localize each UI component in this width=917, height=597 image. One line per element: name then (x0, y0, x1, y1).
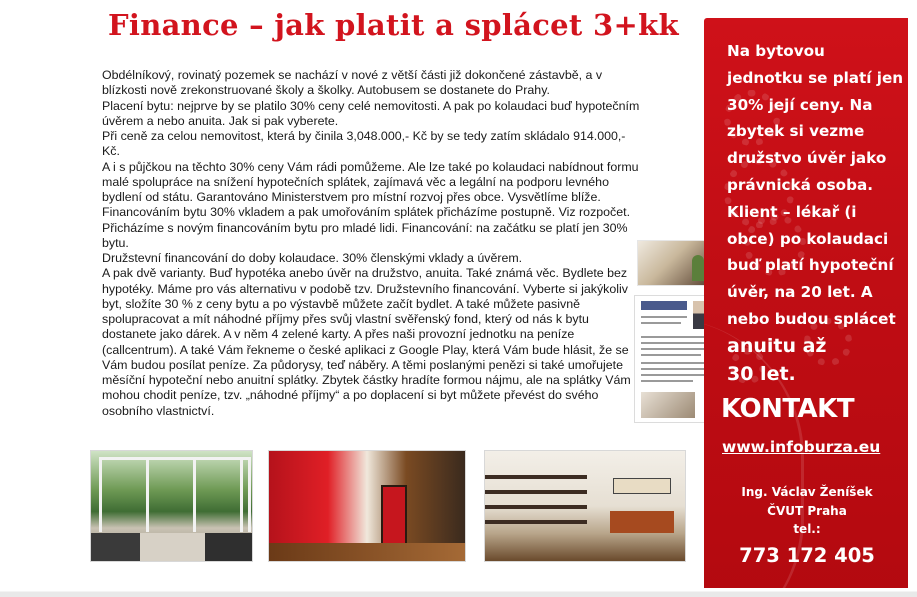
document-thumbnail-header (641, 301, 687, 310)
garden-room-photo (90, 450, 253, 562)
website-link[interactable]: www.infoburza.eu (722, 438, 881, 456)
contact-info (712, 483, 902, 539)
document-line (641, 316, 687, 318)
body-paragraph: Financováním bytu 30% vkladem a pak umořováním splátek přicházíme postupně. Viz rozpočet. Přicházíme s novým financováním bytu pro mladé lidi. Financování: na začátku se platí jen 30% bytu. (102, 205, 631, 250)
contact-heading: KONTAKT (721, 394, 855, 424)
document-line (641, 354, 701, 356)
document-line (641, 368, 707, 370)
phone-number: 773 172 405 (739, 544, 875, 567)
financing-promo-text (727, 38, 905, 388)
body-paragraph: Družstevní financování do doby kolaudace. 30% členskými vklady a úvěrem. (102, 251, 523, 265)
contact-school: ČVUT Praha (767, 503, 847, 518)
body-paragraph: A pak dvě varianty. Buď hypotéka anebo úvěr na družstvo, anuita. Také známá věc. Bydlete bez hypotéky. Máme pro vás alternativu v podobě tzv. Družstevního financování. Vyberte si jakýkoliv byt, složíte 30 % z ceny bytu a po výstavbě můžete začít bydlet. A také můžete pasivně spolupracovat a mít náhodné příjmy přes svůj vlastní svěřenský fond, který od nás k bytu dostanete jako dárek. A v něm 4 zelené karty. A přes naši provozní jednotku na peníze (callcentrum). A také Vám řekneme o české aplikaci z Google Play, která Vám bude hlásit, že se Vám budou posílat peníze. Za půdorysy, teď náběry. A těmi poslanými penězi si také umořujete měsíční hypoteční nebo anuitní splátky. Zbytek částky hradíte formou nájmu, ale na splátky Vám mohou chodit peníze, tzv. „náhodné příjmy“ a po doplacení si byt můžete převést do svého osobního vlastnictví. (102, 266, 631, 418)
contact-name: Ing. Václav Ženíšek (741, 485, 873, 499)
body-text (102, 68, 640, 419)
red-interior-photo (268, 450, 466, 562)
body-paragraph: Při ceně za celou nemovitost, která by činila 3,048.000,- Kč by se tedy zatím skládalo 914.000,- Kč. (102, 129, 626, 159)
promo-main-text: Na bytovou jednotku se platí jen 30% její ceny. Na zbytek si vezme družstvo úvěr jako právnická osoba. Klient – lékař (i obce) po kolaudaci buď platí hypoteční úvěr, na 20 let. A nebo budou splácet (727, 42, 904, 328)
promo-emphasis-text: anuitu až (727, 334, 827, 357)
document-thumbnail-photo (641, 392, 695, 418)
body-paragraph: A i s půjčkou na těchto 30% ceny Vám rádi pomůžeme. Ale lze také po kolaudaci nabídnout formu malé spolupráce na snížení hypotečních splátek, zajímavá věc a legální na podporu levného bydlení od státu. Garantováno Ministerstvem pro místní rozvoj přes obce. Vysvětlíme blíže. (102, 159, 639, 204)
page-title: Finance – jak platit a splácet 3+kk (108, 8, 679, 42)
contact-tel-label: tel.: (793, 522, 821, 536)
document-line (641, 342, 711, 344)
footer-line (0, 588, 917, 597)
document-line (641, 380, 693, 382)
body-paragraph: Placení bytu: nejprve by se platilo 30% ceny celé nemovitosti. A pak po kolaudaci buď hypotečním úvěrem a nebo anuita. Jak si pak vyberete. (102, 98, 640, 128)
living-room-photo (484, 450, 686, 562)
interior-thumbnail-photo (637, 240, 711, 286)
body-paragraph: Obdélníkový, rovinatý pozemek se nachází v nové z větší části již dokončené zástavbě, a v blízkosti nově zrekonstruované školy a školky. Autobusem se dostanete do Prahy. (102, 68, 603, 98)
promo-tail-text: 30 let. (727, 362, 796, 385)
document-line (641, 322, 681, 324)
